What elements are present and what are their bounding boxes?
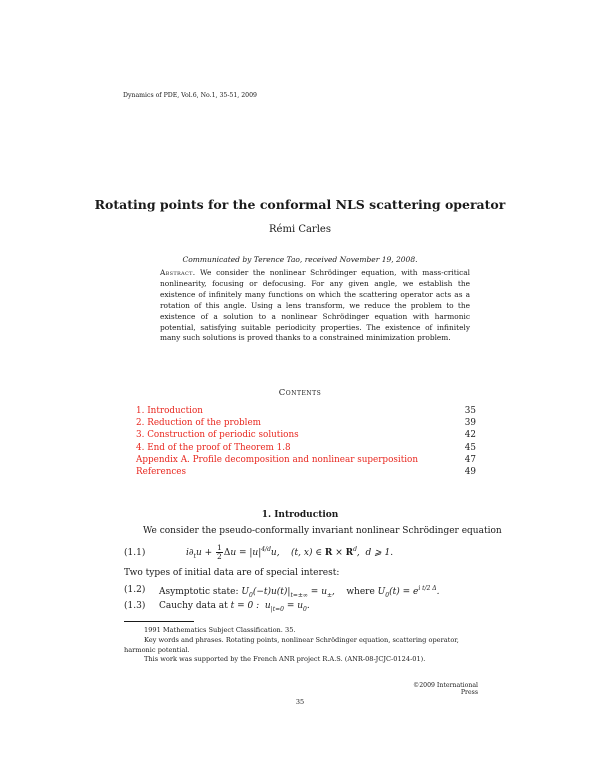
equation-number: (1.3)	[124, 601, 146, 611]
toc-link[interactable]: 2. Reduction of the problem	[136, 418, 262, 429]
toc-row[interactable]	[136, 454, 476, 466]
two-types-text: Two types of initial data are of special interest:	[124, 568, 340, 578]
equation-1-3: (1.3) Cauchy data at t = 0 : $u_{|t=0} = u_0$.	[124, 601, 310, 613]
contents-heading: Contents	[278, 388, 322, 398]
toc-link[interactable]: 1. Introduction	[136, 406, 203, 416]
footnote-rule	[124, 621, 194, 622]
abstract-text: We consider the nonlinear Schrödinger equation, with mass-critical nonlinearity, focusing or defocusing. For any given angle, we establish the existence of infinitely many functions on which the scattering operator acts as a rotation of this angle. Using a lens transform, we reduce the problem to the existence of a solution to a nonlinear Schrödinger equation with harmonic potential, satisfying suitable periodicity properties. The existence of infinitely many such solutions is proved thanks to a constrained minimization problem.	[160, 268, 470, 343]
abstract-label: Abstract.	[160, 268, 196, 277]
toc-row[interactable]	[136, 429, 476, 441]
equation-number: (1.1)	[124, 548, 146, 558]
journal-header: Dynamics of PDE, Vol.6, No.1, 35-51, 2009	[123, 92, 257, 99]
intro-paragraph: We consider the pseudo-conformally invariant nonlinear Schrödinger equation	[143, 526, 502, 536]
footnote-support: This work was supported by the French ANR project R.A.S. (ANR-08-JCJC-0124-01).	[144, 655, 426, 664]
communicated-line: Communicated by Terence Tao, received November 19, 2008.	[182, 255, 418, 264]
toc-page: 42	[464, 430, 476, 441]
equation-1-3-text: Cauchy data at	[159, 601, 228, 611]
toc-row[interactable]	[136, 405, 476, 417]
footnote-msc: 1991 Mathematics Subject Classification. 35.	[144, 626, 296, 634]
toc-page: 35	[464, 406, 476, 416]
equation-1-1: $i\partial_tu$ + $\frac{1}{2}$ $\Delta u = |u|^{4/d}u$, (t, x) ∈ $R \times R^d$, d ⩾ 1.	[186, 543, 394, 561]
toc-link[interactable]: 3. Construction of periodic solutions	[136, 430, 299, 441]
toc-page: 45	[464, 442, 476, 453]
toc-row[interactable]	[136, 442, 476, 454]
equation-1-2-text: Asymptotic state:	[159, 587, 239, 597]
toc-link[interactable]: Appendix A. Profile decomposition and nonlinear superposition	[136, 454, 418, 465]
toc-page: 47	[464, 454, 476, 465]
author: Rémi Carles	[269, 224, 331, 235]
toc-page: 39	[464, 418, 476, 429]
footnotes	[124, 626, 478, 665]
toc-link[interactable]: References	[136, 466, 187, 477]
toc-row[interactable]	[136, 466, 476, 478]
table-of-contents	[136, 405, 476, 478]
page-number: 35	[295, 698, 305, 706]
copyright: ©2009 International Press	[413, 682, 478, 696]
toc-page: 49	[464, 466, 476, 477]
footnote-keywords: Key words and phrases. Rotating points, nonlinear Schrödinger equation, scattering operator, harmonic potential.	[124, 635, 459, 654]
equation-number: (1.2)	[124, 585, 146, 595]
paper-title: Rotating points for the conformal NLS scattering operator	[94, 197, 506, 212]
abstract	[160, 268, 470, 344]
toc-link[interactable]: 4. End of the proof of Theorem 1.8	[136, 442, 291, 453]
section-heading: 1. Introduction	[261, 510, 339, 520]
equation-1-2: (1.2) Asymptotic state: $U_0(-t)u(t)|_{t=\pm\infty} = u_\pm$, where $U_0(t) = e^{i t/2 \Delta}$.	[124, 585, 440, 599]
toc-row[interactable]	[136, 417, 476, 429]
